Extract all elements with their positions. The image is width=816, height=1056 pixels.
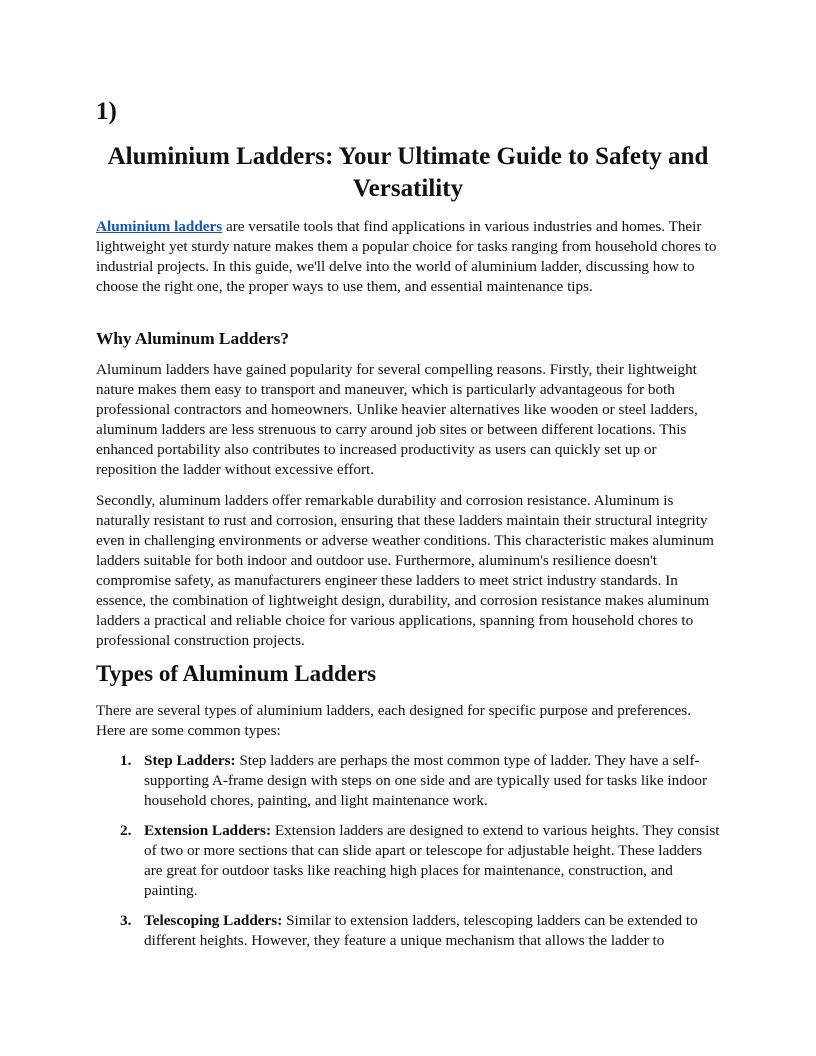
ladder-types-list [96,751,720,951]
list-item-name: Step Ladders: [144,752,236,769]
list-item-name: Extension Ladders: [144,822,272,839]
list-marker: 2. [120,822,132,839]
types-heading: Types of Aluminum Ladders [96,661,377,686]
page-title: Aluminium Ladders: Your Ultimate Guide to Safety and Versatility [107,143,709,202]
why-paragraph-2: Secondly, aluminum ladders offer remarkable durability and corrosion resistance. Aluminum is naturally resistant to rust and corrosion, ensuring that these ladders maintain their structural integrity even in challenging environments or adverse weather conditions. This characteristic makes aluminum ladders suitable for both indoor and outdoor use. Furthermore, aluminum's resilience doesn't compromise safety, as manufacturers engineer these ladders to meet strict industry standards. In essence, the combination of lightweight design, durability, and corrosion resistance makes aluminum ladders a practical and reliable choice for various applications, spanning from household chores to professional construction projects. [96,492,714,649]
list-marker: 3. [120,912,132,929]
list-item-text: Extension ladders are designed to extend to various heights. They consist of two or more sections that can slide apart or telescope for adjustable height. These ladders are great for outdoor tasks like reaching high places for maintenance, construction, and painting. [144,822,720,899]
list-item-text: Similar to extension ladders, telescoping ladders can be extended to different heights. However, they feature a unique mechanism that allows the ladder to [144,912,698,949]
list-item-name: Telescoping Ladders: [144,912,283,929]
intro-paragraph [96,217,720,297]
list-item-text: Step ladders are perhaps the most common type of ladder. They have a self-supporting A-frame design with steps on one side and are typically used for tasks like indoor household chores, painting, and light maintenance work. [144,752,708,809]
section-number: 1) [96,98,117,125]
why-paragraph-1: Aluminum ladders have gained popularity for several compelling reasons. Firstly, their lightweight nature makes them easy to transport and maneuver, which is particularly advantageous for both professional contractors and homeowners. Unlike heavier alternatives like wooden or steel ladders, aluminum ladders are less strenuous to carry around job sites or between different locations. This enhanced portability also contributes to increased productivity as users can quickly set up or reposition the ladder without excessive effort. [96,361,698,478]
why-heading: Why Aluminum Ladders? [96,329,290,348]
list-item [96,751,720,811]
types-intro: There are several types of aluminium ladders, each designed for specific purpose and preferences. Here are some common types: [96,702,692,739]
aluminium-ladders-link[interactable]: Aluminium ladders [96,218,223,235]
list-item [96,911,720,951]
list-item [96,821,720,901]
list-marker: 1. [120,752,132,769]
intro-text: are versatile tools that find applications in various industries and homes. Their lightweight yet sturdy nature makes them a popular choice for tasks ranging from household chores to industrial projects. In this guide, we'll delve into the world of aluminium ladder, discussing how to choose the right one, the proper ways to use them, and essential maintenance tips. [96,218,717,295]
